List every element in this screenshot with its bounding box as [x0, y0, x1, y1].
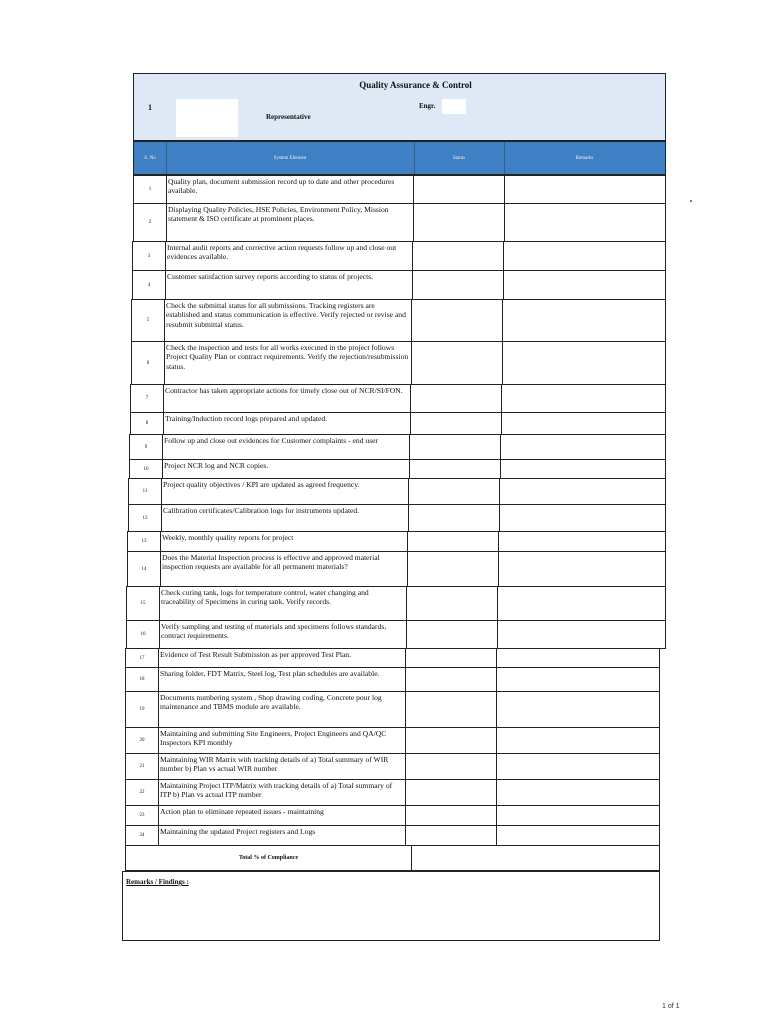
row-remarks-cell[interactable]: [503, 271, 665, 299]
row-remarks-cell[interactable]: [501, 385, 665, 412]
row-serial-number: 2: [134, 204, 167, 241]
row-status-cell[interactable]: [414, 176, 505, 203]
row-serial-number: 11: [129, 479, 162, 504]
row-system-element: Sharing folder, FDT Matrix, Steel log, Test plan schedules are available.: [158, 668, 406, 691]
checklist-row: [125, 691, 660, 728]
total-compliance-label: Total % of Compliance: [126, 846, 412, 870]
checklist-row: [125, 753, 660, 780]
representative-cell: [166, 96, 416, 140]
checklist-row: [133, 203, 666, 242]
checklist-row: [125, 805, 660, 826]
row-system-element: Weekly, monthly quality reports for project: [160, 532, 408, 551]
row-system-element: Quality plan, document submission record up to date and other procedures available.: [166, 176, 414, 203]
row-serial-number: 16: [127, 621, 160, 648]
checklist-row: [125, 825, 660, 846]
checklist-row: [132, 241, 666, 271]
row-serial-number: 9: [130, 435, 163, 459]
row-serial-number: 18: [126, 668, 159, 691]
remarks-findings-box[interactable]: [122, 871, 660, 941]
row-system-element: Check the inspection and tests for all works executed in the project follows Project Quality Plan or contract requirements. Verify the rejection/resubmission status.: [164, 342, 412, 384]
row-system-element: Evidence of Test Result Submission as per approved Test Plan.: [158, 649, 406, 667]
row-serial-number: 1: [134, 176, 167, 203]
row-remarks-cell[interactable]: [499, 479, 665, 504]
row-status-cell[interactable]: [406, 806, 497, 825]
checklist-row: [126, 620, 666, 649]
row-serial-number: 15: [127, 587, 160, 620]
row-status-cell[interactable]: [406, 754, 497, 779]
row-system-element: Verify sampling and testing of materials and specimens follows standards, contract requirements.: [159, 621, 407, 648]
row-remarks-cell[interactable]: [496, 692, 659, 727]
row-system-element: Check the submittal status for all submissions. Tracking registers are established and status communication is effective. Verify rejected or revise and resubmit submittal status.: [164, 300, 412, 341]
row-system-element: Follow up and close out evidences for Customer complaints - end user: [162, 435, 410, 459]
row-serial-number: 3: [133, 242, 166, 270]
row-system-element: Displaying Quality Policies, HSE Policies, Environment Policy, Mission statement & ISO certificate at prominent places.: [166, 204, 414, 241]
row-serial-number: 7: [131, 385, 164, 412]
row-serial-number: 14: [128, 552, 161, 586]
row-remarks-cell[interactable]: [504, 176, 665, 203]
checklist-row: [125, 779, 660, 806]
row-system-element: Contractor has taken appropriate actions for timely close out of NCR/SI/FON.: [163, 385, 411, 412]
row-status-cell[interactable]: [413, 242, 504, 270]
row-remarks-cell[interactable]: [503, 242, 665, 270]
column-header-element: System Element: [166, 142, 415, 174]
column-header-status: Status: [414, 142, 505, 174]
row-remarks-cell[interactable]: [496, 806, 659, 825]
row-remarks-cell[interactable]: [502, 342, 665, 384]
checklist-row: [129, 459, 666, 479]
checklist-row: [133, 175, 666, 204]
checklist-row: [131, 299, 666, 342]
row-remarks-cell[interactable]: [499, 505, 665, 531]
row-status-cell[interactable]: [407, 587, 498, 620]
row-serial-number: 20: [126, 728, 159, 753]
checklist-row: [125, 648, 660, 668]
row-serial-number: 12: [129, 505, 162, 531]
row-system-element: Action plan to eliminate repeated issues - maintaining: [158, 806, 406, 825]
row-remarks-cell[interactable]: [500, 460, 665, 478]
row-remarks-cell[interactable]: [498, 552, 665, 586]
remarks-findings-label: Remarks / Findings :: [126, 878, 189, 886]
checklist-row: [127, 531, 666, 552]
row-system-element: Internal audit reports and corrective action requests follow up and close out evidences available.: [165, 242, 413, 270]
checklist-row: [132, 270, 666, 300]
row-status-cell[interactable]: [406, 692, 497, 727]
row-system-element: Project quality objectives / KPI are updated as agreed frequency.: [161, 479, 409, 504]
engineer-sub-cell: [415, 118, 665, 140]
row-remarks-cell[interactable]: [496, 728, 659, 753]
row-status-cell[interactable]: [406, 780, 497, 805]
row-remarks-cell[interactable]: [497, 621, 665, 648]
row-serial-number: 10: [130, 460, 163, 478]
row-system-element: Calibration certificates/Calibration logs for instruments updated.: [161, 505, 409, 531]
checklist-row: [129, 434, 666, 460]
row-serial-number: 17: [126, 649, 159, 667]
row-remarks-cell[interactable]: [496, 826, 659, 845]
row-remarks-cell[interactable]: [496, 668, 659, 691]
redacted-box: [442, 99, 466, 114]
row-status-cell[interactable]: [412, 342, 503, 384]
row-serial-number: 23: [126, 806, 159, 825]
checklist-row: [126, 586, 666, 621]
row-remarks-cell[interactable]: [504, 204, 665, 241]
row-status-cell[interactable]: [410, 435, 501, 459]
row-remarks-cell[interactable]: [497, 587, 665, 620]
column-header-remarks: Remarks: [575, 155, 594, 161]
scan-speck: [690, 200, 692, 202]
row-system-element: Maintaining WIR Matrix with tracking details of a) Total summary of WIR number b) Plan vs actual WIR number: [158, 754, 406, 779]
row-serial-number: 5: [132, 300, 165, 341]
row-status-cell[interactable]: [407, 621, 498, 648]
row-system-element: Training/Induction record logs prepared and updated.: [163, 413, 411, 434]
checklist-row: [128, 478, 666, 505]
row-status-cell[interactable]: [412, 300, 503, 341]
row-serial-number: 21: [126, 754, 159, 779]
checklist-row: [125, 727, 660, 754]
header-block: [133, 73, 666, 141]
row-status-cell[interactable]: [406, 649, 497, 667]
row-status-cell[interactable]: [410, 460, 501, 478]
row-system-element: Project NCR log and NCR copies.: [162, 460, 410, 478]
checklist-row: [130, 384, 666, 413]
row-status-cell[interactable]: [414, 204, 505, 241]
row-remarks-cell[interactable]: [498, 532, 665, 551]
row-serial-number: 22: [126, 780, 159, 805]
redacted-box: [176, 99, 238, 137]
checklist-row: [125, 667, 660, 692]
row-remarks-cell[interactable]: [502, 300, 665, 341]
row-status-cell[interactable]: [411, 385, 502, 412]
representative-label: Representative: [266, 113, 311, 121]
row-remarks-cell[interactable]: [496, 649, 659, 667]
row-status-cell[interactable]: [413, 271, 504, 299]
column-header-row: [133, 141, 666, 175]
row-status-cell[interactable]: [409, 479, 500, 504]
row-system-element: Maintaining and submitting Site Engineers, Project Engineers and QA/QC Inspectors KPI monthly: [158, 728, 406, 753]
engineer-label: Engr.: [419, 102, 436, 110]
row-system-element: Documents numbering system , Shop drawing coding, Concrete pour log maintenance and TBMS module are available.: [158, 692, 406, 727]
header-index: 1: [134, 74, 167, 140]
row-system-element: Maintaining Project ITP/Matrix with tracking details of a) Total summary of ITP b) Plan vs actual ITP number: [158, 780, 406, 805]
row-serial-number: 4: [133, 271, 166, 299]
row-system-element: Check curing tank, logs for temperature control, water changing and traceability of Specimens in curing tank. Verify records.: [159, 587, 407, 620]
row-status-cell[interactable]: [406, 826, 497, 845]
row-remarks-cell[interactable]: [496, 780, 659, 805]
row-remarks-cell[interactable]: [496, 754, 659, 779]
row-status-cell[interactable]: [411, 413, 502, 434]
row-status-cell[interactable]: [408, 552, 499, 586]
checklist-row: [131, 341, 666, 385]
page-number: 1 of 1: [662, 1003, 680, 1010]
form-title: Quality Assurance & Control: [166, 74, 665, 97]
total-compliance-row: [125, 845, 660, 871]
row-status-cell[interactable]: [406, 668, 497, 691]
row-serial-number: 19: [126, 692, 159, 727]
row-remarks-cell[interactable]: [501, 413, 665, 434]
row-status-cell[interactable]: [409, 505, 500, 531]
row-serial-number: 24: [126, 826, 159, 845]
row-serial-number: 6: [132, 342, 165, 384]
row-remarks-cell[interactable]: [500, 435, 665, 459]
row-serial-number: 13: [128, 532, 161, 551]
row-status-cell[interactable]: [408, 532, 499, 551]
checklist-row: [128, 504, 666, 532]
checklist-row: [127, 551, 666, 587]
checklist-row: [130, 412, 666, 435]
engineer-cell: [415, 96, 665, 119]
row-serial-number: 8: [131, 413, 164, 434]
column-header-sn: S. No: [134, 142, 167, 174]
row-system-element: Maintaining the updated Project registers and Logs: [158, 826, 406, 845]
row-system-element: Does the Material Inspection process is effective and approved material inspection requests are available for all permanent materials?: [160, 552, 408, 586]
row-system-element: Customer satisfaction survey reports according to status of projects.: [165, 271, 413, 299]
row-status-cell[interactable]: [406, 728, 497, 753]
